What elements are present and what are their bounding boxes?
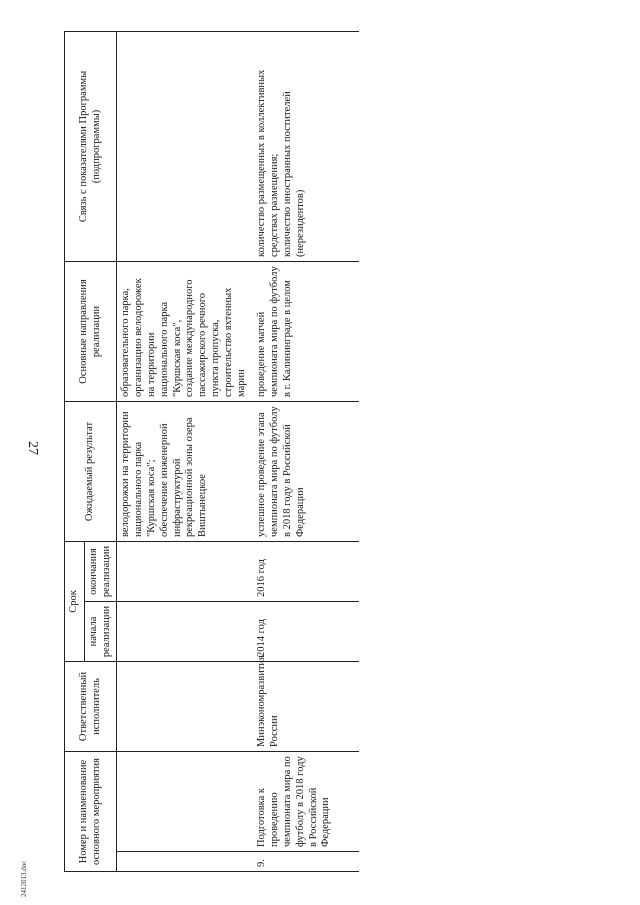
- cell-start: 2014 год: [253, 602, 359, 662]
- measures-table: [64, 31, 359, 872]
- table-header-row: [65, 31, 85, 871]
- table-row: [117, 31, 254, 871]
- cell-result: велодорожки на территории национального парка "Куршская коса"; обеспечение инженерной инфраструктурой рекреационной зоны озера Виштынецкое: [117, 401, 254, 541]
- cell-link: [117, 31, 254, 261]
- cell-start: [117, 602, 254, 662]
- cell-number: [117, 852, 254, 872]
- page-number: 27: [25, 441, 40, 455]
- header-link: Связь с показателями Программы (подпрограммы): [65, 31, 117, 261]
- rotated-table-container: [64, 32, 384, 872]
- header-end: окончания реализации: [84, 541, 117, 601]
- header-number-name: Номер и наименование основного мероприятия: [65, 752, 117, 872]
- cell-executor: [117, 662, 254, 752]
- cell-name: Подготовка к проведению чемпионата мира по футболу в 2018 году в Российской Федерации: [253, 752, 359, 852]
- cell-end: [117, 541, 254, 601]
- table-row: [253, 31, 359, 871]
- cell-result: успешное проведение этапа чемпионата мира по футболу в 2018 году в Российской Федерации: [253, 401, 359, 541]
- header-directions: Основные направления реализации: [65, 261, 117, 401]
- cell-number: 9.: [253, 852, 359, 872]
- header-term: Срок: [65, 541, 85, 661]
- cell-executor: Минэкономразвития России: [253, 662, 359, 752]
- cell-name: [117, 752, 254, 852]
- cell-directions: проведение матчей чемпионата мира по футболу в г. Калининграде в целом: [253, 261, 359, 401]
- cell-link: количество размещенных в коллективных средствах размещения; количество иностранных постителей (нерезидентов): [253, 31, 359, 261]
- cell-end: 2016 год: [253, 541, 359, 601]
- header-executor: Ответственный исполнитель: [65, 662, 117, 752]
- header-result: Ожидаемый результат: [65, 401, 117, 541]
- header-start: начала реализации: [84, 602, 117, 662]
- file-identifier: 2412013.doc: [20, 860, 28, 897]
- cell-directions: образовательного парка, организацию велодорожек на территории национального парка "Куршская коса", создание международного пассажирского речного пункта пропуска, строительство яхтенных марин: [117, 261, 254, 401]
